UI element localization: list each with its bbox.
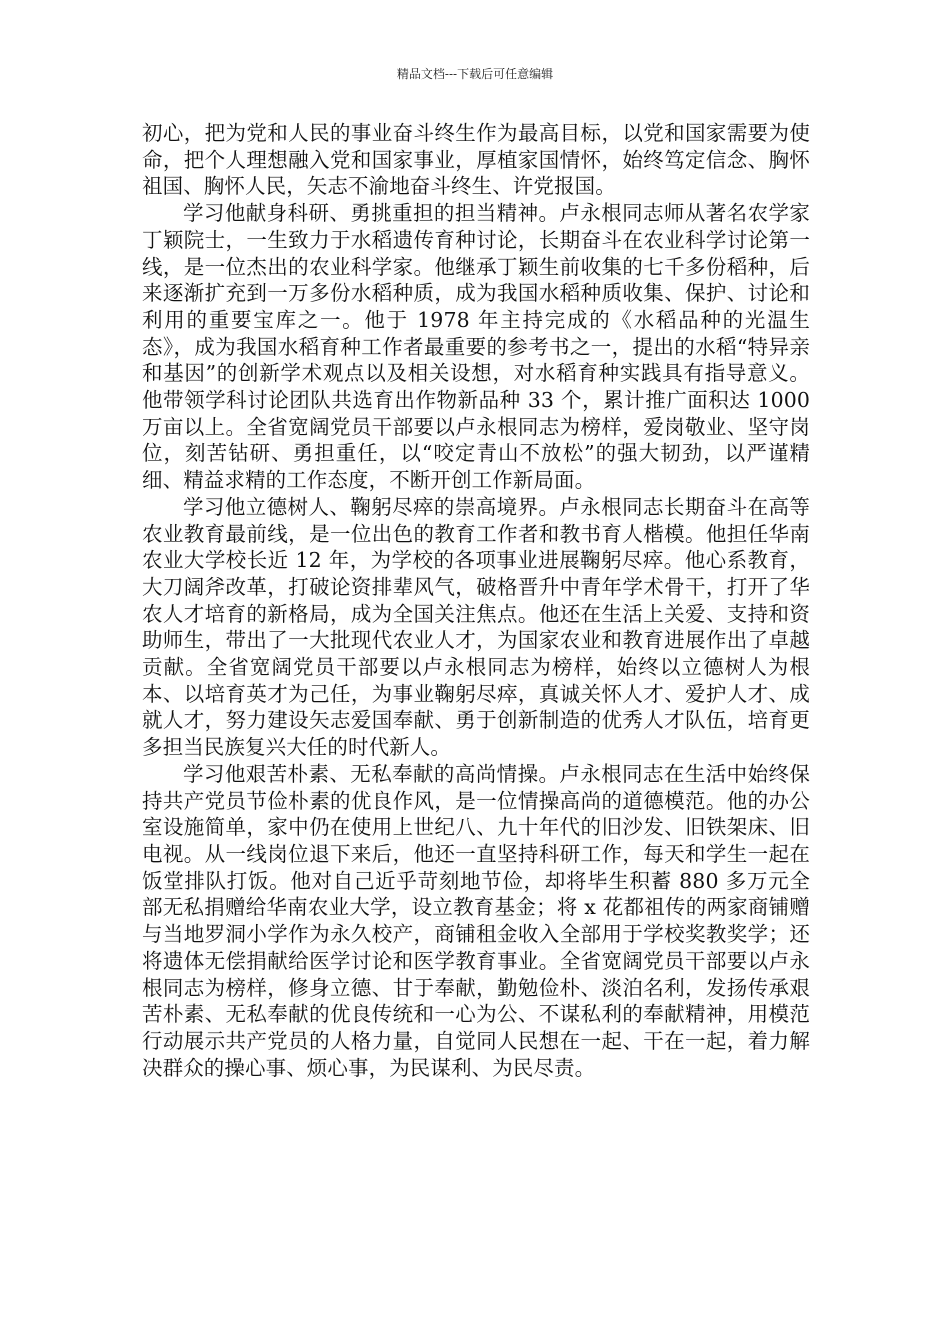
paragraph-character: 学习他艰苦朴素、无私奉献的高尚情操。卢永根同志在生活中始终保持共产党员节俭朴素的优良作风，是一位情操高尚的道德模范。他的办公室设施简单，家中仍在使用上世纪八、九十年代的旧沙发、旧铁架床、旧电视。从一线岗位退下来后，他还一直坚持科研工作，每天和学生一起在饭堂排队打饭。他对自己近乎苛刻地节俭，却将毕生积蓄 880 多万元全部无私捐赠给华南农业大学，设立教育基金；将 x 花都祖传的两家商铺赠与当地罗洞小学作为永久校产，商铺租金收入全部用于学校奖教奖学；还将遗体无偿捐献给医学讨论和医学教育事业。全省宽阔党员干部要以卢永根同志为榜样，修身立德、甘于奉献，勤勉俭朴、淡泊名利，发扬传承艰苦朴素、无私奉献的优良传统和一心为公、不谋私利的奉献精神，用模范行动展示共产党员的人格力量，自觉同人民想在一起、干在一起，着力解决群众的操心事、烦心事，为民谋利、为民尽责。 <box>142 761 810 1080</box>
paragraph-education: 学习他立德树人、鞠躬尽瘁的崇高境界。卢永根同志长期奋斗在高等农业教育最前线，是一位出色的教育工作者和教书育人楷模。他担任华南农业大学校长近 12 年，为学校的各项事业进展鞠躬尽瘁。他心系教育，大刀阔斧改革，打破论资排辈风气，破格晋升中青年学术骨干，打开了华农人才培育的新格局，成为全国关注焦点。他还在生活上关爱、支持和资助师生，带出了一大批现代农业人才，为国家农业和教育进展作出了卓越贡献。全省宽阔党员干部要以卢永根同志为榜样，始终以立德树人为根本、以培育英才为己任，为事业鞠躬尽瘁，真诚关怀人才、爱护人才、成就人才，努力建设矢志爱国奉献、勇于创新制造的优秀人才队伍，培育更多担当民族复兴大任的时代新人。 <box>142 494 810 760</box>
document-body <box>142 120 810 1081</box>
paragraph-intro: 初心，把为党和人民的事业奋斗终生作为最高目标，以党和国家需要为使命，把个人理想融入党和国家事业，厚植家国情怀，始终笃定信念、胸怀祖国、胸怀人民，矢志不渝地奋斗终生、许党报国。 <box>142 121 810 199</box>
page-header: 精品文档---下载后可任意编辑 <box>396 67 554 81</box>
paragraph-research: 学习他献身科研、勇挑重担的担当精神。卢永根同志师从著名农学家丁颖院士，一生致力于水稻遗传育种讨论，长期奋斗在农业科学讨论第一线，是一位杰出的农业科学家。他继承丁颖生前收集的七千多份稻种，后来逐渐扩充到一万多份水稻种质，成为我国水稻种质收集、保护、讨论和利用的重要宝库之一。他于 1978 年主持完成的《水稻品种的光温生态》，成为我国水稻育种工作者最重要的参考书之一，提出的水稻“特异亲和基因”的创新学术观点以及相关设想，对水稻育种实践具有指导意义。他带领学科讨论团队共选育出作物新品种 33 个，累计推广面积达 1000 万亩以上。全省宽阔党员干部要以卢永根同志为榜样，爱岗敬业、坚守岗位，刻苦钻研、勇担重任，以“咬定青山不放松”的强大韧劲，以严谨精细、精益求精的工作态度，不断开创工作新局面。 <box>142 201 810 493</box>
